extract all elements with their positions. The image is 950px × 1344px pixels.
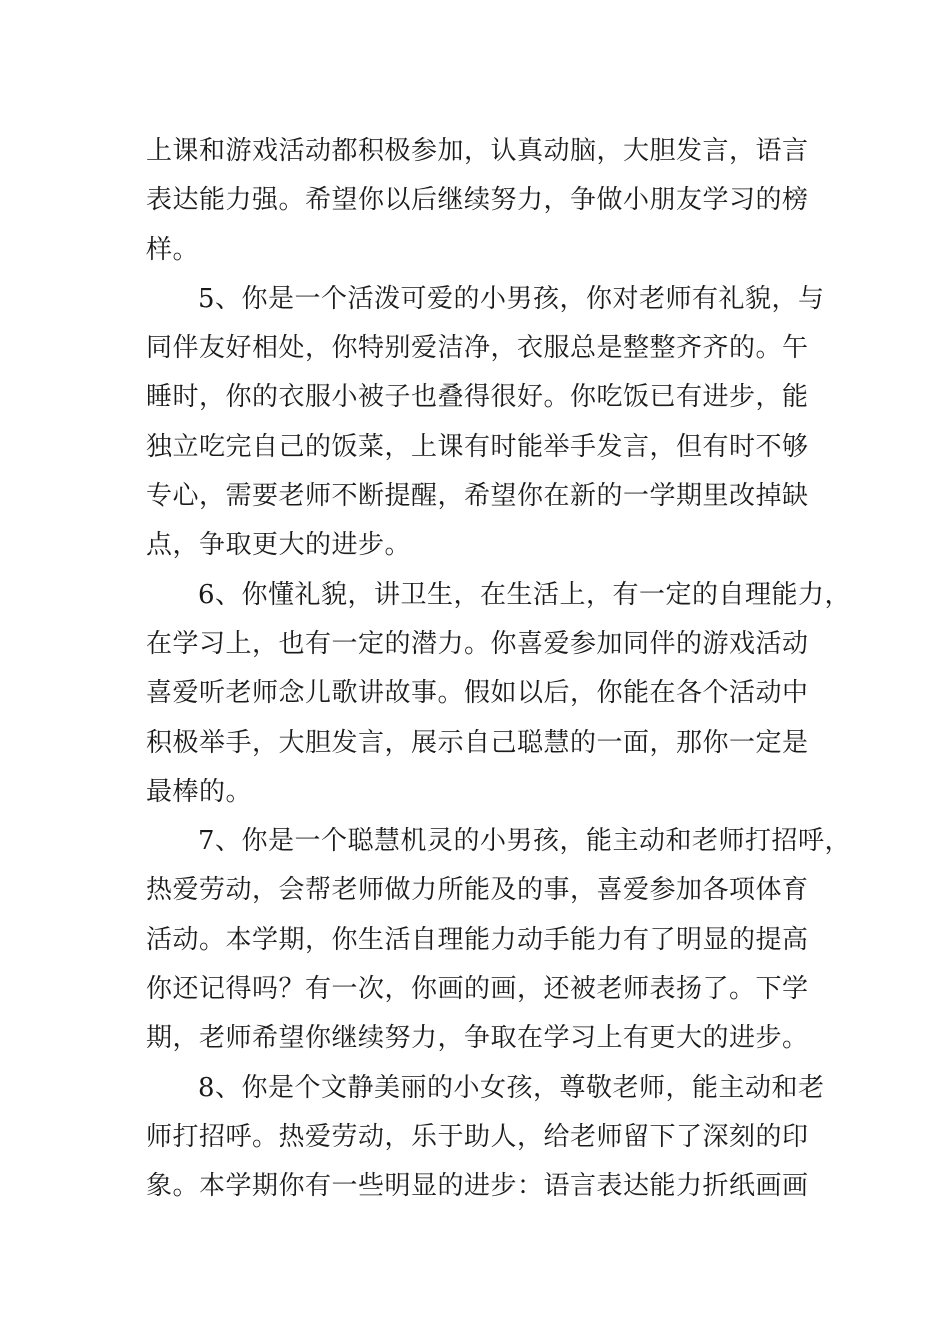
paragraph-first-line: 5、你是一个活泼可爱的小男孩，你对老师有礼貌，与 [198,283,825,314]
text-line: 最棒的。 [146,776,253,807]
text-line: 点，争取更大的进步。 [146,530,412,561]
text-line: 上课和游戏活动都积极参加，认真动脑，大胆发言，语言 [146,136,809,166]
text-line: 表达能力强。希望你以后继续努力，争做小朋友学习的榜 [146,185,809,216]
paragraph-first-line: 6、你懂礼貌，讲卫生，在生活上，有一定的自理能力， [198,579,852,610]
text-line: 喜爱听老师念儿歌讲故事。假如以后，你能在各个活动中 [146,678,809,709]
text-line: 象。本学期你有一些明显的进步：语言表达能力折纸画画 [146,1171,809,1202]
text-line: 样。 [146,234,200,265]
text-line: 专心，需要老师不断提醒，希望你在新的一学期里改掉缺 [146,481,809,512]
paragraph-first-line: 7、你是一个聪慧机灵的小男孩，能主动和老师打招呼， [198,826,852,857]
text-line: 同伴友好相处，你特别爱洁净，衣服总是整整齐齐的。午 [146,333,809,364]
text-line: 独立吃完自己的饭菜，上课有时能举手发言，但有时不够 [146,431,809,462]
text-line: 师打招呼。热爱劳动，乐于助人，给老师留下了深刻的印 [146,1121,809,1152]
document-body [146,127,852,1212]
paragraph-first-line: 8、你是个文静美丽的小女孩，尊敬老师，能主动和老 [198,1072,825,1103]
text-line: 睡时，你的衣服小被子也叠得很好。你吃饭已有进步，能 [146,382,809,413]
text-line: 在学习上，也有一定的潜力。你喜爱参加同伴的游戏活动 [146,628,809,659]
text-line: 你还记得吗？有一次，你画的画，还被老师表扬了。下学 [146,974,809,1005]
text-line: 积极举手，大胆发言，展示自己聪慧的一面，那你一定是 [146,727,809,758]
text-line: 活动。本学期，你生活自理能力动手能力有了明显的提高 [146,924,809,955]
text-line: 热爱劳动，会帮老师做力所能及的事，喜爱参加各项体育 [146,875,809,906]
text-line: 期，老师希望你继续努力，争取在学习上有更大的进步。 [146,1023,809,1054]
